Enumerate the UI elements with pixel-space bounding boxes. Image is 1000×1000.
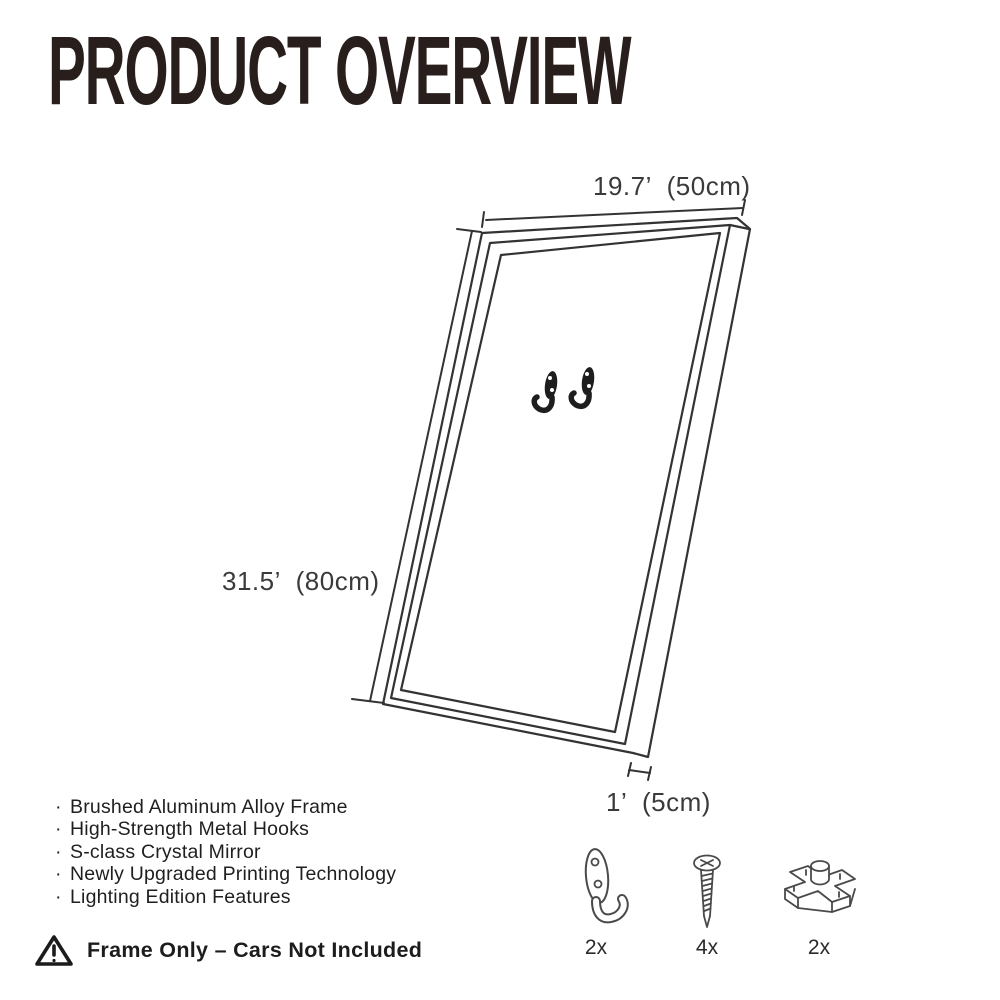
feature-item	[55, 818, 396, 840]
bullet-dot: ·	[55, 796, 62, 818]
feature-item	[55, 863, 396, 885]
feature-text: S-class Crystal Mirror	[70, 840, 261, 863]
page-title: PRODUCT OVERVIEW	[48, 16, 631, 125]
feature-text: Brushed Aluminum Alloy Frame	[70, 796, 348, 818]
bullet-dot: ·	[55, 885, 62, 908]
feature-item	[55, 886, 396, 908]
cross-bracket-count: 2x	[807, 936, 831, 959]
bullet-dot: ·	[55, 863, 62, 886]
bullet-dot: ·	[55, 818, 62, 841]
notice-text: Frame Only – Cars Not Included	[87, 938, 423, 962]
feature-text: Newly Upgraded Printing Technology	[70, 863, 397, 886]
height-dimension-label: 31.5’ (80cm)	[222, 566, 380, 596]
feature-list	[55, 796, 396, 908]
feature-text: High-Strength Metal Hooks	[70, 818, 310, 841]
cross-bracket-icon	[785, 861, 855, 912]
feature-item	[55, 841, 396, 863]
wall-hook-icon	[584, 848, 624, 918]
feature-item	[55, 796, 396, 818]
screw-icon	[694, 856, 720, 928]
depth-dimension-label: 1’ (5cm)	[606, 787, 711, 817]
wall-hook-count: 2x	[584, 936, 608, 959]
frame-illustration	[383, 218, 750, 757]
width-dimension-label: 19.7’ (50cm)	[593, 171, 751, 201]
screw-count: 4x	[695, 936, 719, 959]
bullet-dot: ·	[55, 840, 62, 863]
depth-dimension-line	[628, 763, 651, 780]
warning-triangle-icon	[37, 937, 71, 964]
feature-text: Lighting Edition Features	[70, 885, 291, 908]
